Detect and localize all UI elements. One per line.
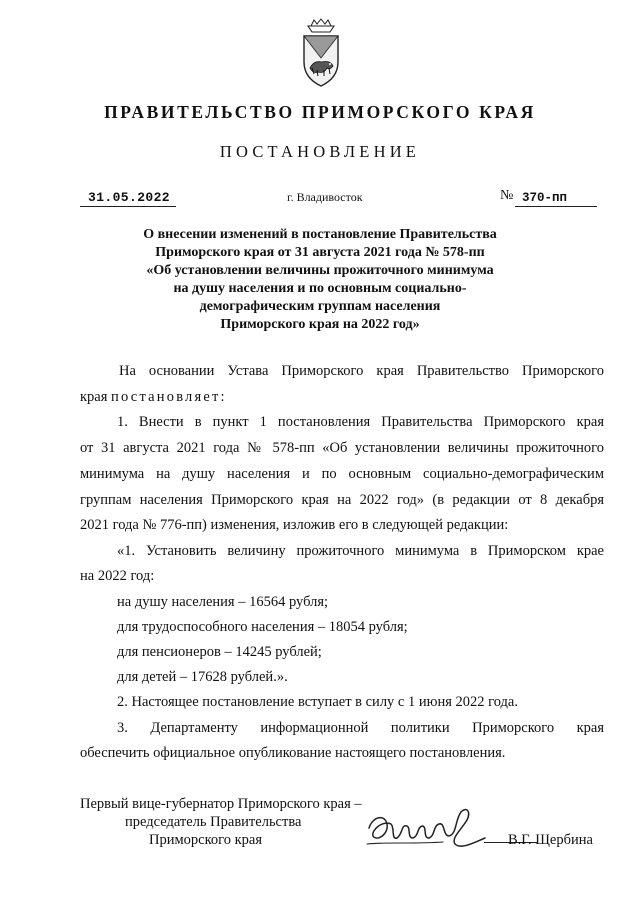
subject-line: Приморского края от 31 августа 2021 года № 578-пп	[155, 245, 485, 260]
handwritten-signature-icon	[363, 798, 493, 860]
quote-line: «1. Установить величину прожиточного минимума в Приморском крае	[117, 543, 604, 559]
paragraph-1-line: 1. Внести в пункт 1 постановления Правительства Приморского края	[117, 414, 604, 430]
intro-word: края	[80, 389, 108, 405]
document-date: 31.05.2022	[88, 190, 171, 205]
paragraph-1-line: минимума на душу населения и по основным социально-демографическим	[80, 466, 604, 482]
document-city: г. Владивосток	[287, 190, 363, 204]
signer-position-line: Первый вице-губернатор Приморского края –	[80, 796, 362, 812]
intro-line-end	[80, 389, 227, 406]
document-type: ПОСТАНОВЛЕНИЕ	[219, 142, 421, 161]
document-subject	[100, 226, 540, 334]
number-underline	[515, 206, 597, 207]
intro-line: На основании Устава Приморского края Правительство Приморского	[119, 363, 604, 379]
subject-line: демографическим группам населения	[199, 299, 441, 314]
subsistence-item: для трудоспособного населения – 18054 рубля;	[117, 619, 408, 635]
primorsky-krai-coat-of-arms-icon	[300, 18, 342, 88]
paragraph-3-line: 3. Департаменту информационной политики Приморского края	[117, 720, 604, 736]
paragraph-3-line: обеспечить официальное опубликование настоящего постановления.	[80, 745, 506, 761]
subject-line: О внесении изменений в постановление Правительства	[143, 227, 497, 242]
date-underline	[80, 206, 176, 207]
signer-name: В.Г. Щербина	[508, 832, 593, 848]
quote-line: на 2022 год:	[80, 568, 155, 584]
number-sign: №	[500, 188, 514, 203]
paragraph-2: 2. Настоящее постановление вступает в силу с 1 июня 2022 года.	[117, 694, 518, 710]
government-title: ПРАВИТЕЛЬСТВО ПРИМОРСКОГО КРАЯ	[104, 102, 536, 122]
resolves-word: постановляет:	[111, 389, 227, 405]
subsistence-item: для детей – 17628 рублей.».	[117, 669, 288, 685]
subject-line: Приморского края на 2022 год»	[220, 317, 420, 332]
subject-line: «Об установлении величины прожиточного минимума	[146, 263, 494, 278]
signer-position-line: Приморского края	[149, 832, 263, 848]
document-number: 370-пп	[522, 191, 568, 205]
subject-line: на душу населения и по основным социально-	[173, 281, 467, 296]
paragraph-1-line: 2021 года № 776-пп) изменения, изложив его в следующей редакции:	[80, 517, 509, 533]
subsistence-item: для пенсионеров – 14245 рублей;	[117, 644, 322, 660]
paragraph-1-line: от 31 августа 2021 года № 578-пп «Об установлении величины прожиточного	[80, 440, 604, 456]
signer-position-line: председатель Правительства	[125, 814, 302, 830]
subsistence-item: на душу населения – 16564 рубля;	[117, 594, 329, 610]
paragraph-1-line: группам населения Приморского края на 2022 год» (в редакции от 8 декабря	[80, 492, 604, 508]
